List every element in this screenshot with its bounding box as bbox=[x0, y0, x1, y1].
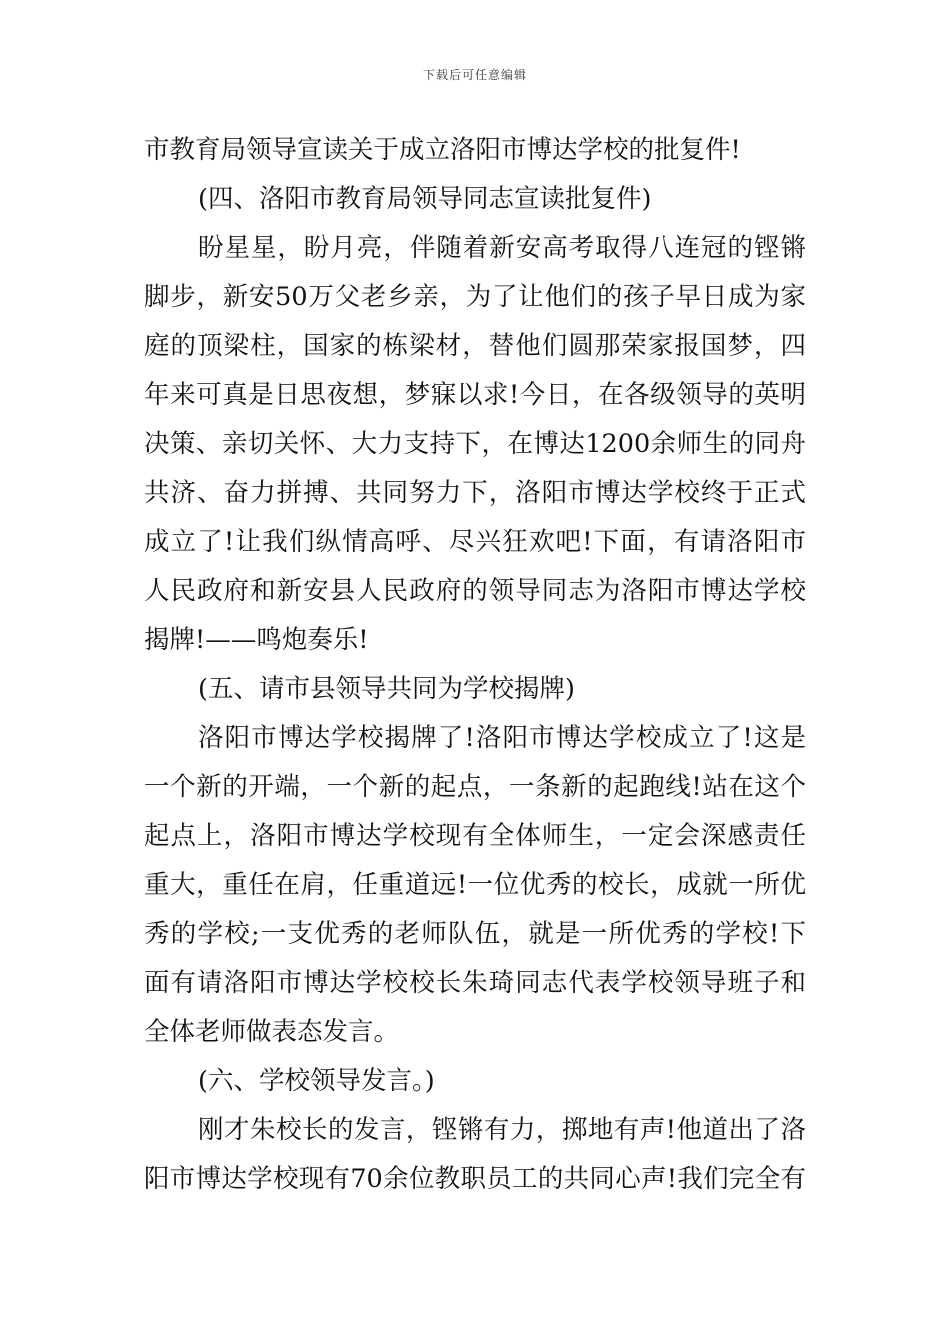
text-line: 秀的学校;一支优秀的老师队伍，就是一所优秀的学校!下 bbox=[144, 919, 806, 949]
text-line: 一个新的开端，一个新的起点，一条新的起跑线!站在这个 bbox=[144, 772, 806, 802]
text-line: 全体老师做表态发言。 bbox=[144, 1017, 400, 1047]
body-text bbox=[144, 126, 806, 1204]
text-line: 盼星星，盼月亮，伴随着新安高考取得八连冠的铿锵 bbox=[198, 233, 806, 263]
text-line: (五、请市县领导共同为学校揭牌) bbox=[198, 674, 575, 704]
text-line: 刚才朱校长的发言，铿锵有力，掷地有声!他道出了洛 bbox=[198, 1115, 806, 1145]
text-line: 决策、亲切关怀、大力支持下，在博达1200余师生的同舟 bbox=[144, 429, 806, 459]
text-line: (四、洛阳市教育局领导同志宣读批复件) bbox=[198, 184, 652, 214]
text-line: 阳市博达学校现有70余位教职员工的共同心声!我们完全有 bbox=[144, 1164, 806, 1194]
text-line: 起点上，洛阳市博达学校现有全体师生，一定会深感责任 bbox=[144, 821, 806, 851]
text-line: 重大，重任在肩，任重道远!一位优秀的校长，成就一所优 bbox=[144, 870, 806, 900]
text-line: 揭牌!——鸣炮奏乐! bbox=[144, 625, 369, 655]
text-line: 脚步，新安50万父老乡亲，为了让他们的孩子早日成为家 bbox=[144, 282, 806, 312]
text-line: 市教育局领导宣读关于成立洛阳市博达学校的批复件! bbox=[144, 135, 741, 165]
text-line: 共济、奋力拼搏、共同努力下，洛阳市博达学校终于正式 bbox=[144, 478, 806, 508]
text-line: 面有请洛阳市博达学校校长朱琦同志代表学校领导班子和 bbox=[144, 968, 806, 998]
text-line: 人民政府和新安县人民政府的领导同志为洛阳市博达学校 bbox=[144, 576, 806, 606]
text-line: 年来可真是日思夜想，梦寐以求!今日，在各级领导的英明 bbox=[144, 380, 806, 410]
text-line: (六、学校领导发言。) bbox=[198, 1066, 435, 1096]
text-line: 成立了!让我们纵情高呼、尽兴狂欢吧!下面，有请洛阳市 bbox=[144, 527, 806, 557]
text-line: 庭的顶梁柱，国家的栋梁材，替他们圆那荣家报国梦，四 bbox=[144, 331, 806, 361]
page-header-note: 下载后可任意编辑 bbox=[422, 68, 527, 82]
text-line: 洛阳市博达学校揭牌了!洛阳市博达学校成立了!这是 bbox=[198, 723, 806, 753]
